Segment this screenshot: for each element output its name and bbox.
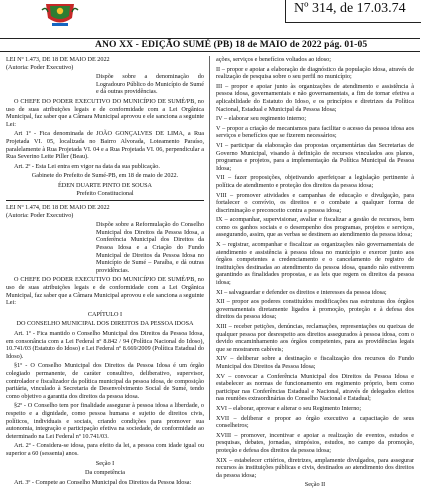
item-xii: XII – propor aos poderes constituídos modificações nas estruturas dos órgãos governamentais diretamente ligados à promoção, proteção e à defesa dos direitos da pessoa idosa; [216, 298, 414, 321]
lei1-summary: Dispõe sobre a denominação do Logradouro Público do Município de Sumé e dá outras providências. [96, 73, 204, 96]
item-vi: VI – participar da elaboração das propostas orçamentárias das Secretarias de Governo Municipal, visando à definição de recursos vinculados aos planos, programas e projetos, para a implementação da Política Municipal da Pessoa Idosa; [216, 141, 414, 172]
item-iii: III – propor e apoiar junto às organizações de atendimento e assistência à pessoa idosa, governamentais e não governamentais, a fim de tornar efetiva a aplicabilidade do Estatuto do Idoso, e os princípios e diretrizes da Política Nacional, Estadual e Municipal da Pessoa Idosa; [216, 82, 414, 113]
edition-banner [0, 38, 420, 52]
item-v: V – propor a criação de mecanismos para facilitar o acesso da pessoa idosa aos serviços e benefícios que se fizerem necessários; [216, 124, 414, 140]
section-divider [6, 200, 204, 201]
art1-paragraph1: §1º - O Conselho Municipal dos Direitos da Pessoa Idosa é um órgão colegiado permanente, de caráter consultivo, deliberativo, supervisor, controlador e fiscalizador da política municipal da pessoa idosa, de composição paritária, vinculado à Secretaria de Desenvolvimento Social de Sumé, tendo como objetivo a garantia dos direitos da pessoa idosa. [6, 362, 204, 400]
item-x: X – registrar, acompanhar e fiscalizar as organizações não governamentais de atendimento e assistência à pessoa idosa no município e exercer junto aos órgãos competentes a credenciamento e o cancelamento de registro de instituições destinadas ao atendimento da pessoa idosa, quando não estiverem garantindo as finalidades propostas, e as leis que regem os direitos da pessoa idosa; [216, 241, 414, 287]
item-xiii: XIII – receber petições, denúncias, reclamações, representações ou queixas de qualquer pessoa por desrespeito aos direitos assegurados à pessoa idosa, com o devido encaminhamento aos órgãos competentes, para as providências legais que se mostrarem cabíveis; [216, 323, 414, 353]
left-column [6, 56, 204, 486]
column-divider [209, 56, 210, 420]
art2: Art. 2º - Considera-se idosa, para efeito da lei, a pessoa com idade igual ou superior a 60 (sessenta) anos. [6, 442, 204, 457]
item-xix: XIX – estabelecer critérios, diretrizes, amplamente divulgados, para assegurar recursos às instituições públicas e civis, destinados ao atendimento dos direitos da pessoa idosa; [216, 456, 414, 479]
lei2-summary: Dispõe sobre a Reformulação do Conselho Municipal dos Direitos da Pessoa Idosa, a Conferência Municipal dos Direitos da Pessoa Idosa e a Criação do Fundo Municipal de Direitos da Pessoa Idosa no Município de Sumé – Paraíba, e dá outras providências. [96, 221, 204, 274]
item-xiv: XIV – deliberar sobre a destinação e fiscalização dos recursos do Fundo Municipal dos Direitos da Pessoa Idosa; [216, 355, 414, 370]
item-iv: IV – elaborar seu regimento interno; [216, 115, 307, 123]
chapter-heading: CAPÍTULO I [87, 310, 123, 318]
lei1-art2: Art. 2º - Esta Lei entra em vigor na data da sua publicação. [14, 162, 160, 170]
item-xi: XI – salvaguardar e defender os direitos e interesses da pessoa idosa; [216, 288, 387, 296]
item-ix: IX – acompanhar, supervisionar, avaliar e fiscalizar a gestão de recursos, bem como os ganhos sociais e o desempenho dos programas, projetos e serviços, assegurando, assim, que as verbas se destinem ao atendimento da pessoa idosa; [216, 216, 414, 239]
lei1-title: LEI Nº 1.473, DE 18 DE MAIO DE 2022 (Autoria: Poder Executivo) [6, 56, 110, 71]
art1: Art. 1º - Fica mantido o Conselho Municipal dos Direitos da Pessoa Idosa, em consonância com a Lei Federal nº 8.842 / 94 (Política Nacional do Idoso), 10.741/03 (Estatuto do Idoso) e Lei Federal nº 8.669/2009 (Política Estadual do Idoso). [6, 330, 204, 360]
item-xvi: XVI – elaborar, aprovar e alterar o seu Regimento Interno; [216, 404, 362, 412]
lei2-title: LEI Nº 1.474, DE 18 DE MAIO DE 2022 (Autoria: Poder Executivo) [6, 204, 110, 219]
lei1-preamble: O CHEFE DO PODER EXECUTIVO DO MUNICÍPIO DE SUMÉ/PB, no uso de suas atribuições legais e de conformidade com a Lei Orgânica Municipal, faz saber que a Câmara Municipal aprovou e ele sanciona a seguinte Lei: [6, 97, 204, 128]
lei2-preamble: O CHEFE DO PODER EXECUTIVO DO MUNICÍPIO DE SUMÉ/PB, no uso de suas atribuições legais e de conformidade com a Lei Orgânica Municipal, faz saber que a Câmara Municipal aprovou e ele sanciona a seguinte Lei: [6, 276, 204, 307]
lei1-signature: ÉDEN DUARTE PINTO DE SOUSA Prefeito Constitucional [57, 181, 153, 197]
item-i: ações, serviços e benefícios voltados ao idoso; [216, 56, 331, 63]
item-xv: XV – convocar a Conferência Municipal dos Direitos da Pessoa Idosa e estabelecer as normas de funcionamento em regimento próprio, bem como participar nas Conferências Estadual e Nacional, através de delegados eleitos nas reuniões extraordinárias do Conselho Nacional e Estadual; [216, 372, 414, 403]
section-title: Da competência [84, 469, 126, 477]
right-column [216, 56, 414, 489]
item-viii: VIII – promover atividades e campanhas de educação e divulgação, para fortalecer o convívio, os direitos e o combate a qualquer forma de discriminação e preconceito contra a pessoa idosa; [216, 191, 414, 214]
lei1-art1: Art 1º - Fica denominada de JOÃO GONÇALVES DE LIMA, a Rua Projetada VI. 05, localizada no Bairro Alvorada, Loteamento Paraíso, paralelamente à Rua Projetada VI. 04 e a Rua Projetada VI. 06, perpendicular a Rua Severino Leite Piller (Beau). [6, 130, 204, 161]
art1-paragraph2: §2º - O Conselho tem por finalidade assegurar à pessoa idosa a liberdade, o respeito e a dignidade, como pessoa humana e sujeito de direitos civis, políticos, individuais e sociais, criando condições para promover sua autonomia, integração e participação efetiva na sociedade, de conformidade ao determinado na Lei Federal nº 10.741/03. [6, 402, 204, 440]
section-heading: Seção I [95, 459, 115, 467]
edition-text: ANO XX - EDIÇÃO SUMÉ (PB) 18 de MAIO de 2022 pág. 01-05 [95, 39, 368, 50]
lei1-gabinete: Gabinete do Prefeito de Sumé-PB, em 18 de maio de 2022. [31, 172, 179, 180]
issue-box [285, 0, 421, 23]
chapter-title: DO CONSELHO MUNICIPAL DOS DIREITOS DA PESSOA IDOSA [16, 320, 194, 328]
item-ii: II – propor e apoiar a elaboração de diagnóstico da população idosa, através de realização de pesquisa sobre o seu perfil no município; [216, 65, 414, 81]
section2-heading: Seção II [304, 481, 326, 489]
item-xviii: XVIII – promover, incentivar e apoiar a realização de eventos, estudos e pesquisas, debates, jornadas, simpósios, estudos, no campo da promoção, proteção e defesa dos direitos da pessoa idosa; [216, 431, 414, 454]
issue-number: Nº 314, de 17.03.74 [294, 1, 406, 16]
item-vii: VII – fazer proposições, objetivando aperfeiçoar a legislação pertinente à política de atendimento e proteção dos direitos da pessoa idosa; [216, 174, 414, 189]
art3: Art. 3º - Compete ao Conselho Municipal dos Direitos da Pessoa Idosa: [14, 478, 192, 486]
coat-of-arms-icon [42, 0, 78, 28]
item-xvii: XVII – deliberar e propor ao órgão executivo a capacitação de seus conselheiros; [216, 414, 414, 430]
